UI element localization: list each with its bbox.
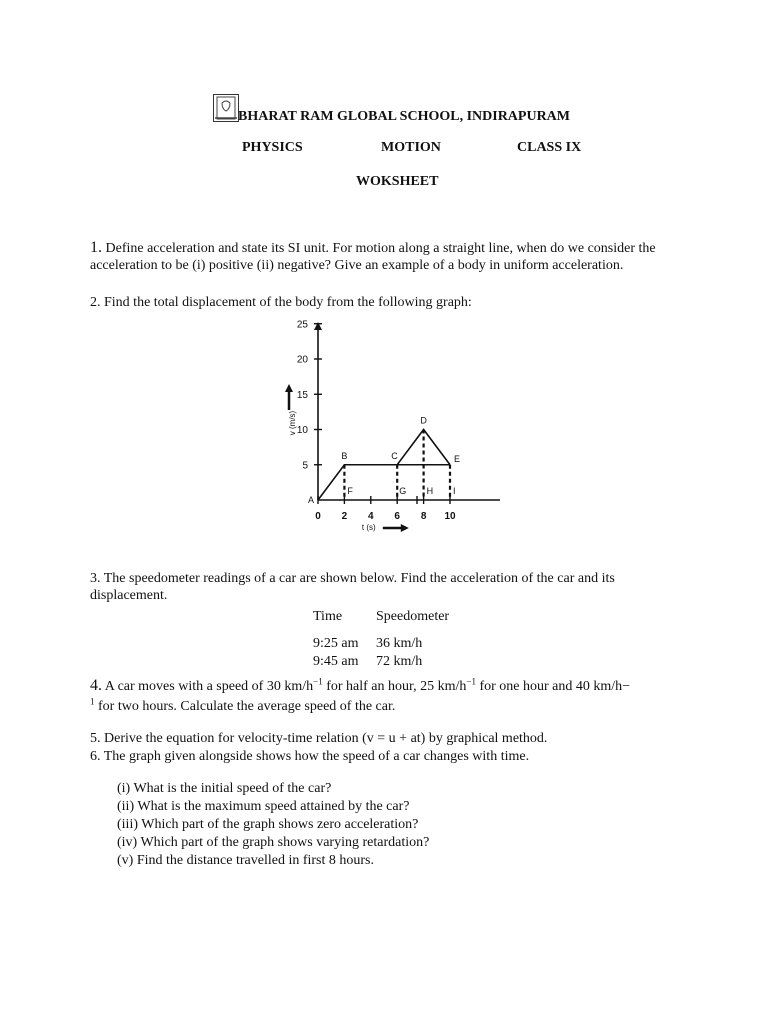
table-header-speedometer: Speedometer — [376, 609, 450, 624]
y-tick-label: 20 — [296, 354, 308, 366]
velocity-time-graph — [280, 318, 500, 540]
question-6-item-iv: (iv) Which part of the graph shows varying retardation? — [117, 835, 430, 850]
school-name: BHARAT RAM GLOBAL SCHOOL, INDIRAPURAM — [238, 109, 571, 124]
point-label-d: D — [420, 415, 427, 426]
y-tick-label: 10 — [296, 425, 308, 436]
subject-label: PHYSICS — [242, 140, 303, 155]
question-1 — [90, 239, 690, 274]
y-axis-label: v (m/s) — [288, 410, 297, 436]
point-label-b: B — [341, 450, 348, 461]
worksheet-title: WOKSHEET — [356, 174, 439, 189]
class-label: CLASS IX — [517, 140, 582, 155]
question-4-sup-2: −1 — [466, 676, 476, 687]
y-tick-label: 25 — [296, 319, 308, 331]
x-axis-label: t (s) — [361, 523, 376, 532]
x-tick-label: 0 — [315, 511, 321, 522]
question-6-item-i: (i) What is the initial speed of the car? — [117, 781, 332, 796]
point-label-c: C — [391, 450, 398, 461]
point-label-g: G — [399, 486, 407, 496]
question-1-number: 1. — [90, 239, 102, 256]
question-4-text-4: for two hours. Calculate the average speed of the car. — [94, 699, 396, 714]
point-label-e: E — [454, 453, 461, 464]
question-6-item-ii: (ii) What is the maximum speed attained by the car? — [117, 799, 410, 814]
y-tick-label: 5 — [302, 460, 308, 472]
question-4-text-2: for half an hour, 25 km/h — [322, 679, 467, 694]
table-cell-speed-1: 36 km/h — [376, 636, 423, 651]
x-tick-label: 4 — [368, 511, 374, 522]
question-4-number: 4. — [90, 677, 102, 694]
x-direction-arrowhead — [401, 524, 409, 532]
question-5-text: Derive the equation for velocity-time relation (v = u + at) by graphical method. — [100, 731, 548, 746]
point-label-a: A — [308, 495, 315, 505]
question-4-text-3: for one hour and 40 km/h — [475, 679, 623, 694]
school-logo — [213, 94, 239, 122]
point-label-f: F — [347, 486, 353, 496]
table-header-time: Time — [313, 609, 343, 624]
question-4-sup-3: 1 — [90, 696, 95, 707]
question-2: 2. Find the total displacement of the body from the following graph: — [90, 295, 472, 310]
question-3: 3. The speedometer readings of a car are shown below. Find the acceleration of the car and its displacement. — [90, 571, 615, 603]
y-direction-arrowhead — [285, 384, 293, 392]
table-cell-time-1: 9:25 am — [313, 636, 359, 651]
x-tick-label: 10 — [444, 511, 456, 522]
point-label-i: I — [453, 486, 456, 496]
question-4 — [90, 676, 690, 717]
question-6-item-v: (v) Find the distance travelled in first 8 hours. — [117, 853, 374, 868]
table-cell-time-2: 9:45 am — [313, 654, 359, 669]
question-5 — [90, 730, 690, 747]
question-1-text: Define acceleration and state its SI unit. For motion along a straight line, when do we consider the acceleration to be (i) positive (ii) negative? Give an example of a body in uniform acceleration. — [90, 241, 656, 273]
x-tick-label: 6 — [394, 511, 400, 522]
question-4-text-1: A car moves with a speed of 30 km/h — [102, 679, 314, 694]
question-5-number: 5. — [90, 731, 101, 746]
question-4-text-3b: − — [622, 679, 631, 694]
x-tick-label: 2 — [341, 511, 348, 522]
x-tick-label: 8 — [420, 511, 427, 522]
point-label-h: H — [426, 486, 434, 496]
question-6-item-iii: (iii) Which part of the graph shows zero acceleration? — [117, 817, 419, 832]
y-tick-label: 15 — [296, 389, 308, 401]
table-cell-speed-2: 72 km/h — [376, 654, 423, 669]
question-4-sup-1: −1 — [313, 676, 323, 687]
topic-label: MOTION — [381, 140, 441, 155]
question-6: 6. The graph given alongside shows how the speed of a car changes with time. — [90, 749, 530, 764]
